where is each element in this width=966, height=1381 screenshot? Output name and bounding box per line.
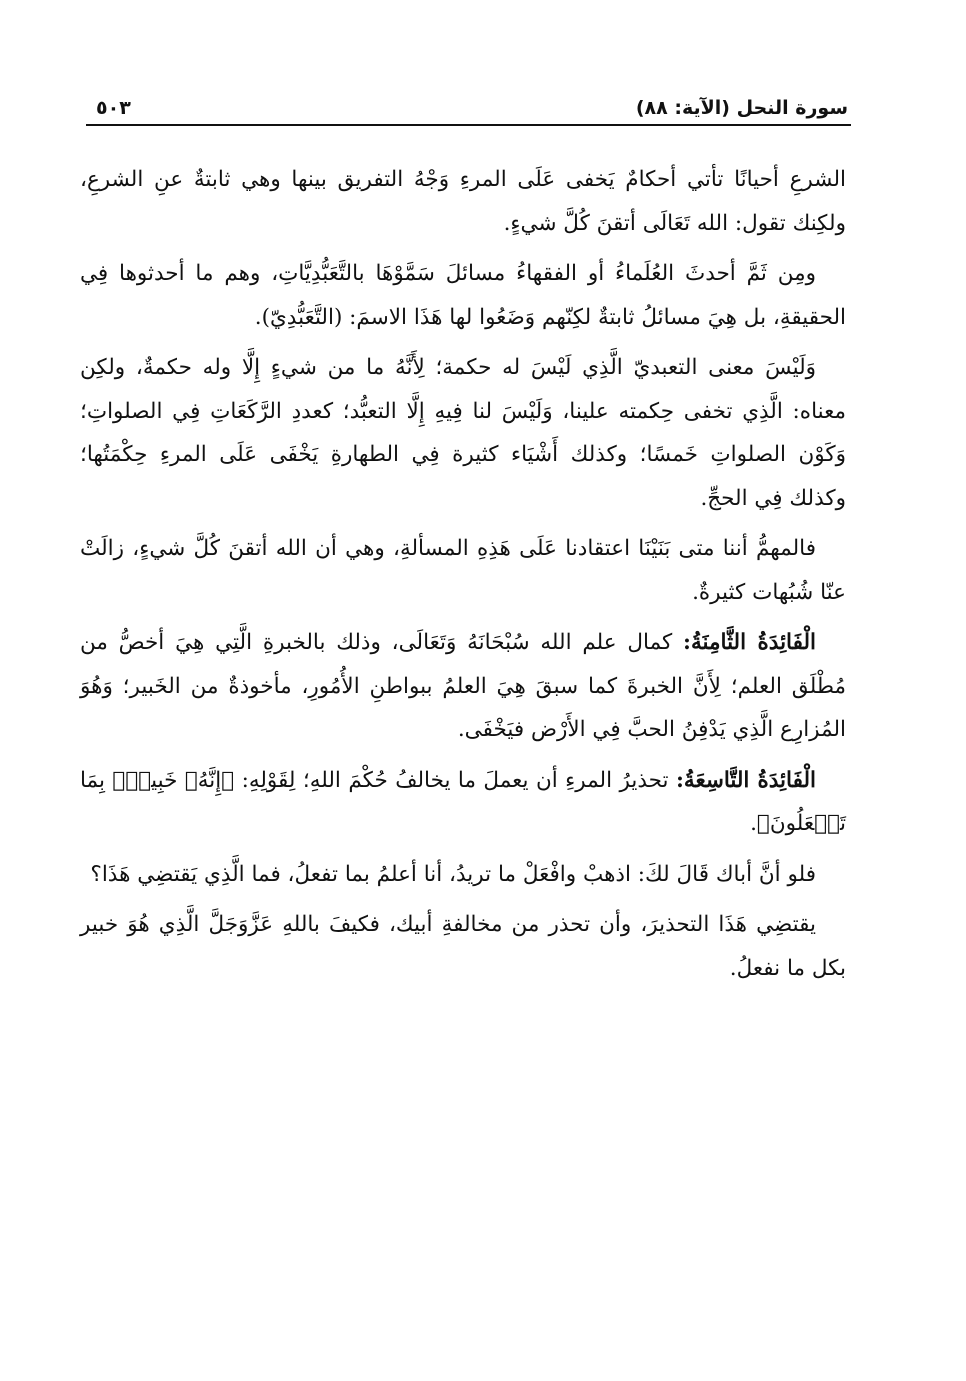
paragraph-tail: . (750, 811, 757, 836)
paragraph-benefit-eight (80, 621, 846, 752)
paragraph-text: فلو أنَّ أباك قَالَ لكَ: اذهبْ وافْعَلْ ما تريدُ، أنا أعلمُ بما تفعلُ، فما الَّذِي يَقتضِي هَذَا؟ (90, 861, 816, 887)
paragraph-text: كمال علم الله سُبْحَانَهُ وَتَعَالَى، وذلك بالخبرةِ الَّتِي هِيَ أخصُّ من مُطْلَق العلم؛ لِأَنَّ الخبرةَ كما سبقَ هِيَ العلمُ ببواطنِ الأُمُورِ، مأخوذةٌ من الخَبير؛ وَهُوَ المُزارِع الَّذِي يَدْفِنُ الحبَّ فِي الأَرْض فيَخْفَى. (80, 630, 846, 742)
page-number: ٥٠٣ (96, 97, 131, 119)
body-text (80, 158, 846, 997)
paragraph-text: ومِن ثَمَّ أحدثَ العُلَماءُ أو الفقهاءُ مسائلَ سَمَّوْهَا بالتَّعَبُّدِيَّاتِ، وهم ما أحدثوها فِي الحقيقةِ، بل هِيَ مسائلُ ثابتةٌ لكِنّهم وَضَعُوا لها هَذَا الاسمَ: (التَّعَبُّدِيّ). (80, 261, 846, 330)
paragraph-8 (80, 903, 846, 990)
benefit-heading: الْفَائِدَةُ الثَّامِنَةُ: (683, 630, 817, 655)
paragraph-text: الشرعِ أحيانًا تأتي أحكامٌ يَخفى عَلَى المرءِ وَجْهُ التفريق بينها وهي ثابتةٌ عنِ الشرعِ، ولكِنك تقول: الله تَعَالَى أتقنَ كُلَّ شيءٍ. (80, 167, 846, 236)
running-header (96, 86, 848, 122)
benefit-heading: الْفَائِدَةُ التَّاسِعَةُ: (675, 767, 816, 793)
paragraph-text: فالمهمُّ أننا متى بَنَيْنَا اعتقادنا عَلَى هَذِهِ المسألةِ، وهي أن الله أتقنَ كُلَّ شيءٍ، زالَتْ عنّا شُبُهات كثيرةٌ. (80, 536, 846, 605)
paragraph-2 (80, 252, 846, 339)
quran-quote: ﴿إِنَّهُۥ خَبِيرُۢ بِمَا تَفۡعَلُونَ﴾ (80, 767, 846, 836)
paragraph-text: يقتضِي هَذَا التحذيرَ، وأن تحذر من مخالفةِ أبيك، فكيفَ باللهِ عَزَّوَجَلَّ الَّذِي هُوَ خبير بكل ما نفعلُ. (80, 912, 846, 981)
paragraph-3 (80, 346, 846, 520)
header-rule (86, 124, 851, 126)
paragraph-7 (80, 853, 846, 897)
paragraph-benefit-nine (80, 759, 846, 846)
paragraph-text: وَلَيْسَ معنى التعبديّ الَّذِي لَيْسَ له حكمة؛ لِأَنَّهُ ما من شيءٍ إِلَّا وله حكمةٌ، ولكِن معناه: الَّذِي تخفى حِكمته علينا، وَلَيْسَ لنا فِيهِ إِلَّا التعبُّد؛ كعددِ الرَّكَعَاتِ فِي الصلواتِ؛ وَكَوْن الصلواتِ خَمسًا؛ وكذلك أَشْيَاء كثيرة فِي الطهارةِ يَخْفَى عَلَى المرءِ حِكْمَتُها؛ وكذلك فِي الحجِّ. (80, 355, 846, 511)
paragraph-1 (80, 158, 846, 245)
paragraph-4 (80, 527, 846, 614)
running-title: سورة النحل (الآية: ٨٨) (635, 97, 848, 119)
paragraph-text: تحذيرُ المرءِ أن يعملَ ما يخالفُ حُكْمَ اللهِ؛ لِقَوْلِهِ: (234, 767, 676, 793)
